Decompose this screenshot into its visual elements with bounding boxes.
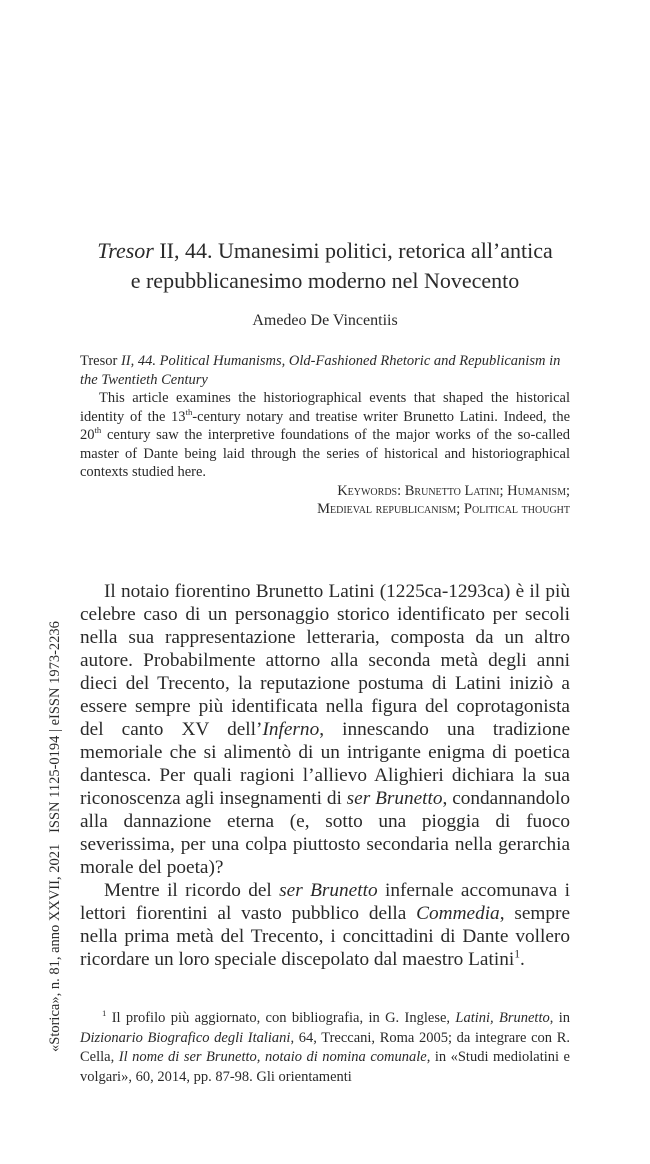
author-name: Amedeo De Vincentiis xyxy=(252,312,398,329)
article-title xyxy=(80,236,570,296)
p2-a: Mentre il ricordo del xyxy=(104,880,280,901)
english-title xyxy=(80,352,570,389)
p2-c: , sempre nella prima metà del Trecento, i concittadini di Dante vollero ricordare un loro speciale discepolato dal maestro Latini xyxy=(80,903,570,970)
journal-sidebar: «Storica», n. 81, anno XXVII, 2021 ISSN 1125-0194 | eISSN 1973-2236 xyxy=(47,621,63,1052)
title-line-2: e repubblicanesimo moderno nel Novecento xyxy=(130,268,520,293)
footnote-1 xyxy=(80,1009,570,1087)
title-line-1 xyxy=(80,236,570,266)
keywords-line-2: Medieval republicanism; Political thought xyxy=(317,501,570,517)
abstract-text xyxy=(80,389,570,482)
fn-it2: Dizionario Biografico degli Italiani xyxy=(80,1029,291,1046)
abstract-sup-b: th xyxy=(94,425,102,436)
fn-d: , in «Studi mediolatini e volgari», 60, 2014, pp. 87-98. Gli orientamenti xyxy=(80,1049,570,1085)
fn-a: Il profilo più aggiornato, con bibliografia, in G. Inglese, xyxy=(106,1010,456,1026)
english-title-italic: II, 44. Political Humanisms, Old-Fashioned Rhetoric and Republicanism in the Twentieth Century xyxy=(80,353,561,388)
fn-b: , in xyxy=(549,1010,571,1026)
title-italic: Tresor xyxy=(97,238,154,263)
abstract-text-a: This article examines the historiographical events that shaped the historical identity of the 13 xyxy=(80,390,570,425)
p1-inferno: Inferno xyxy=(262,719,320,740)
paragraph-1 xyxy=(80,580,570,879)
fn-it3: Il nome di ser Brunetto, notaio di nomina comunale xyxy=(118,1049,427,1065)
fn-c: , 64, Treccani, Roma 2005; da integrare con R. Cella, xyxy=(80,1029,570,1065)
footnote-text xyxy=(80,1009,570,1087)
abstract-sup-a: th xyxy=(185,406,193,417)
abstract-text-c: century saw the interpretive foundations of the major works of the so-called master of Dante being laid through the series of historical and historiographical contexts studied here. xyxy=(80,427,570,480)
english-title-roman: Tresor xyxy=(80,353,121,369)
main-text xyxy=(80,580,570,971)
p2-b: infernale accomunava i lettori fiorentini al vasto pubblico della xyxy=(80,880,570,924)
abstract xyxy=(80,352,570,519)
p2-ser-brunetto: ser Brunetto xyxy=(279,880,378,901)
keywords-line-1: Keywords: Brunetto Latini; Humanism; xyxy=(337,482,570,499)
p1-ser-brunetto: ser Brunetto xyxy=(346,788,443,809)
footnote-number: 1 xyxy=(102,1008,107,1019)
p1-a: Il notaio fiorentino Brunetto Latini (1225ca-1293ca) è il più celebre caso di un personaggio storico identificato per secoli nella sua rappresentazione letteraria, composta da un altro autore. Probabilmente attorno alla seconda metà degli anni dieci del Trecento, la reputazione postuma di Latini iniziò a essere sempre più identificata nella figura del coprotagonista del canto XV dell’ xyxy=(80,581,570,740)
title-line-1-rest: II, 44. Umanesimi politici, retorica all’antica xyxy=(153,238,553,263)
p2-commedia: Commedia xyxy=(416,903,500,924)
abstract-text-b: -century notary and treatise writer Brunetto Latini. Indeed, the 20 xyxy=(80,408,571,443)
footnote-ref-1[interactable]: 1 xyxy=(514,947,520,961)
paragraph-2 xyxy=(80,879,570,971)
fn-it1: Latini, Brunetto xyxy=(455,1010,550,1026)
p1-c: , condannandolo alla dannazione eterna (e, sotto una pioggia di fuoco severissima, per una colpa piuttosto secondaria nella gerarchia morale del poeta)? xyxy=(80,788,570,878)
p2-end: . xyxy=(520,949,525,970)
p1-b: , innescando una tradizione memoriale che si alimentò di un intrigante enigma di poetica dantesca. Per quali ragioni l’allievo Alighieri dichiara la sua riconoscenza agli insegnamenti di xyxy=(80,719,570,809)
